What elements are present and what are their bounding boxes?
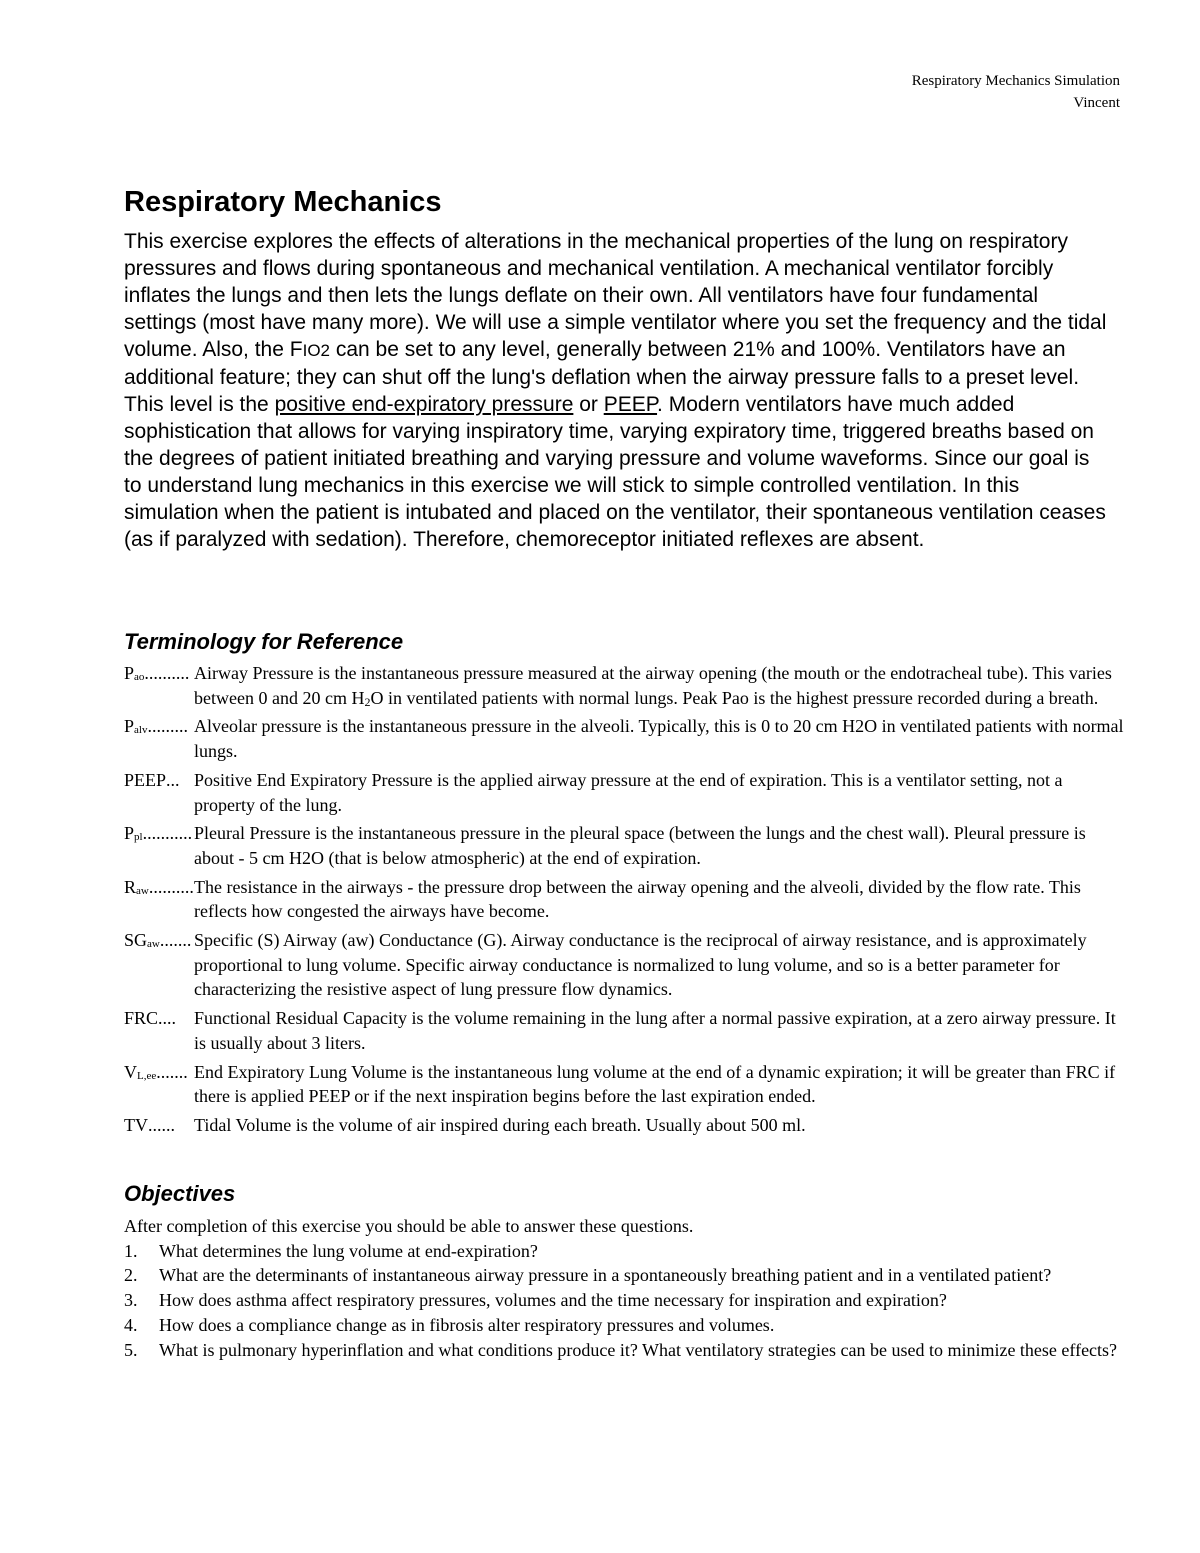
term-definition: Pleural Pressure is the instantaneous pressure in the pleural space (between the lungs and the chest wall). Pleural pressure is about - 5 cm H2O (that is below atmospheric) at the end of expiration.: [194, 823, 1086, 868]
term-definition: Specific (S) Airway (aw) Conductance (G). Airway conductance is the reciprocal of airway resistance, and is approximately proportional to lung volume. Specific airway conductance is normalized to lung volume, and so is a better parameter for characterizing the resistive aspect of lung pressure flow dynamics.: [194, 930, 1087, 1000]
fio2-symbol: FIO2: [289, 338, 331, 361]
peep-abbreviation: PEEP: [603, 393, 658, 416]
term-key: Raw..........: [124, 876, 194, 897]
term-item: [124, 768, 1124, 821]
peep-term: positive end-expiratory pressure: [274, 393, 574, 416]
term-definition: Functional Residual Capacity is the volume remaining in the lung after a normal passive expiration, at a zero airway pressure. It is usually about 3 liters.: [194, 1008, 1116, 1053]
term-key: Ppl...........: [124, 823, 193, 844]
term-item: [124, 1006, 1124, 1059]
intro-text-4: . Modern ventilators have much added sophistication that allows for varying inspiratory time, varying expiratory time, triggered breaths based on the degrees of patient initiated breathing and varying pressure and volume waveforms. Since our goal is to understand lung mechanics in this exercise we will stick to simple controlled ventilation. In this simulation when the patient is intubated and placed on the ventilator, their spontaneous ventilation ceases (as if paralyzed with sedation). Therefore, chemoreceptor initiated reflexes are absent.: [124, 393, 1106, 551]
objectives-intro: After completion of this exercise you should be able to answer these questions.: [124, 1216, 694, 1236]
list-item: 3. How does asthma affect respiratory pressures, volumes and the time necessary for inspiration and expiration?: [124, 1290, 947, 1311]
term-key: Palv.........: [124, 716, 188, 737]
term-item: [124, 714, 1124, 767]
term-item: [124, 928, 1124, 1006]
intro-text-1: This exercise explores the effects of alterations in the mechanical properties of the lung on respiratory pressures and flows during spontaneous and mechanical ventilation. A mechanical ventilator forcibly inflates the lungs and then lets the lungs deflate on their own. All ventilators have four fundamental settings (most have many more). We will use a simple ventilator where you set the frequency and the tidal volume. Also, the: [124, 230, 1107, 361]
term-item: [124, 1060, 1124, 1113]
list-item: 4. How does a compliance change as in fibrosis alter respiratory pressures and volumes.: [124, 1314, 775, 1335]
term-key: PEEP...: [124, 769, 180, 790]
term-definition: Positive End Expiratory Pressure is the applied airway pressure at the end of expiration. This is a ventilator setting, not a property of the lung.: [194, 769, 1063, 815]
term-key: Pao..........: [124, 663, 190, 683]
term-item: [124, 1113, 1124, 1142]
objectives-heading: Objectives: [124, 1181, 236, 1206]
term-key: VL,ee.......: [124, 1061, 188, 1082]
intro-text-2: can be set to any level, generally between 21% and 100%. Ventilators have an additional feature; they can shut off the lung's deflation when the airway pressure falls to a preset level. This level is the: [124, 338, 1080, 416]
term-definition: Alveolar pressure is the instantaneous pressure in the alveoli. Typically, this is 0 to 20 cm H2O in ventilated patients with normal lungs.: [194, 716, 1124, 762]
term-item: [124, 821, 1124, 874]
list-item: 1. What determines the lung volume at end-expiration?: [124, 1240, 538, 1261]
term-definition: End Expiratory Lung Volume is the instantaneous lung volume at the end of a dynamic expiration; it will be greater than FRC if there is applied PEEP or if the next inspiration begins before the last expiration ended.: [194, 1061, 1116, 1107]
term-key: SGaw.......: [124, 930, 192, 951]
page-title: Respiratory Mechanics: [124, 186, 442, 218]
running-header: [912, 70, 1120, 114]
terminology-list: [124, 661, 1124, 1142]
list-item: 5. What is pulmonary hyperinflation and what conditions produce it? What ventilatory strategies can be used to minimize these effects?: [124, 1339, 1118, 1360]
header-title: Respiratory Mechanics Simulation: [911, 73, 1120, 89]
list-item: 2. What are the determinants of instantaneous airway pressure in a spontaneously breathing patient and in a ventilated patient?: [124, 1265, 1052, 1286]
term-definition: Airway Pressure is the instantaneous pressure measured at the airway opening (the mouth or the endotracheal tube). This varies between 0 and 20 cm H2O in ventilated patients with normal lungs. Peak Pao is the highest pressure recorded during a breath.: [194, 663, 1112, 709]
terminology-heading: Terminology for Reference: [124, 629, 404, 654]
term-definition: Tidal Volume is the volume of air inspired during each breath. Usually about 500 ml.: [194, 1114, 806, 1135]
intro-paragraph: [124, 228, 1112, 553]
intro-text-3: or: [573, 393, 604, 416]
term-definition: The resistance in the airways - the pressure drop between the airway opening and the alveoli, divided by the flow rate. This reflects how congested the airways have become.: [194, 876, 1081, 922]
objectives-section: [124, 1214, 1124, 1362]
term-item: [124, 661, 1124, 714]
term-item: [124, 875, 1124, 928]
objectives-list: [124, 1239, 1124, 1363]
header-author: Vincent: [1073, 95, 1120, 111]
term-key: FRC....: [124, 1008, 177, 1029]
term-key: TV......: [124, 1114, 175, 1135]
